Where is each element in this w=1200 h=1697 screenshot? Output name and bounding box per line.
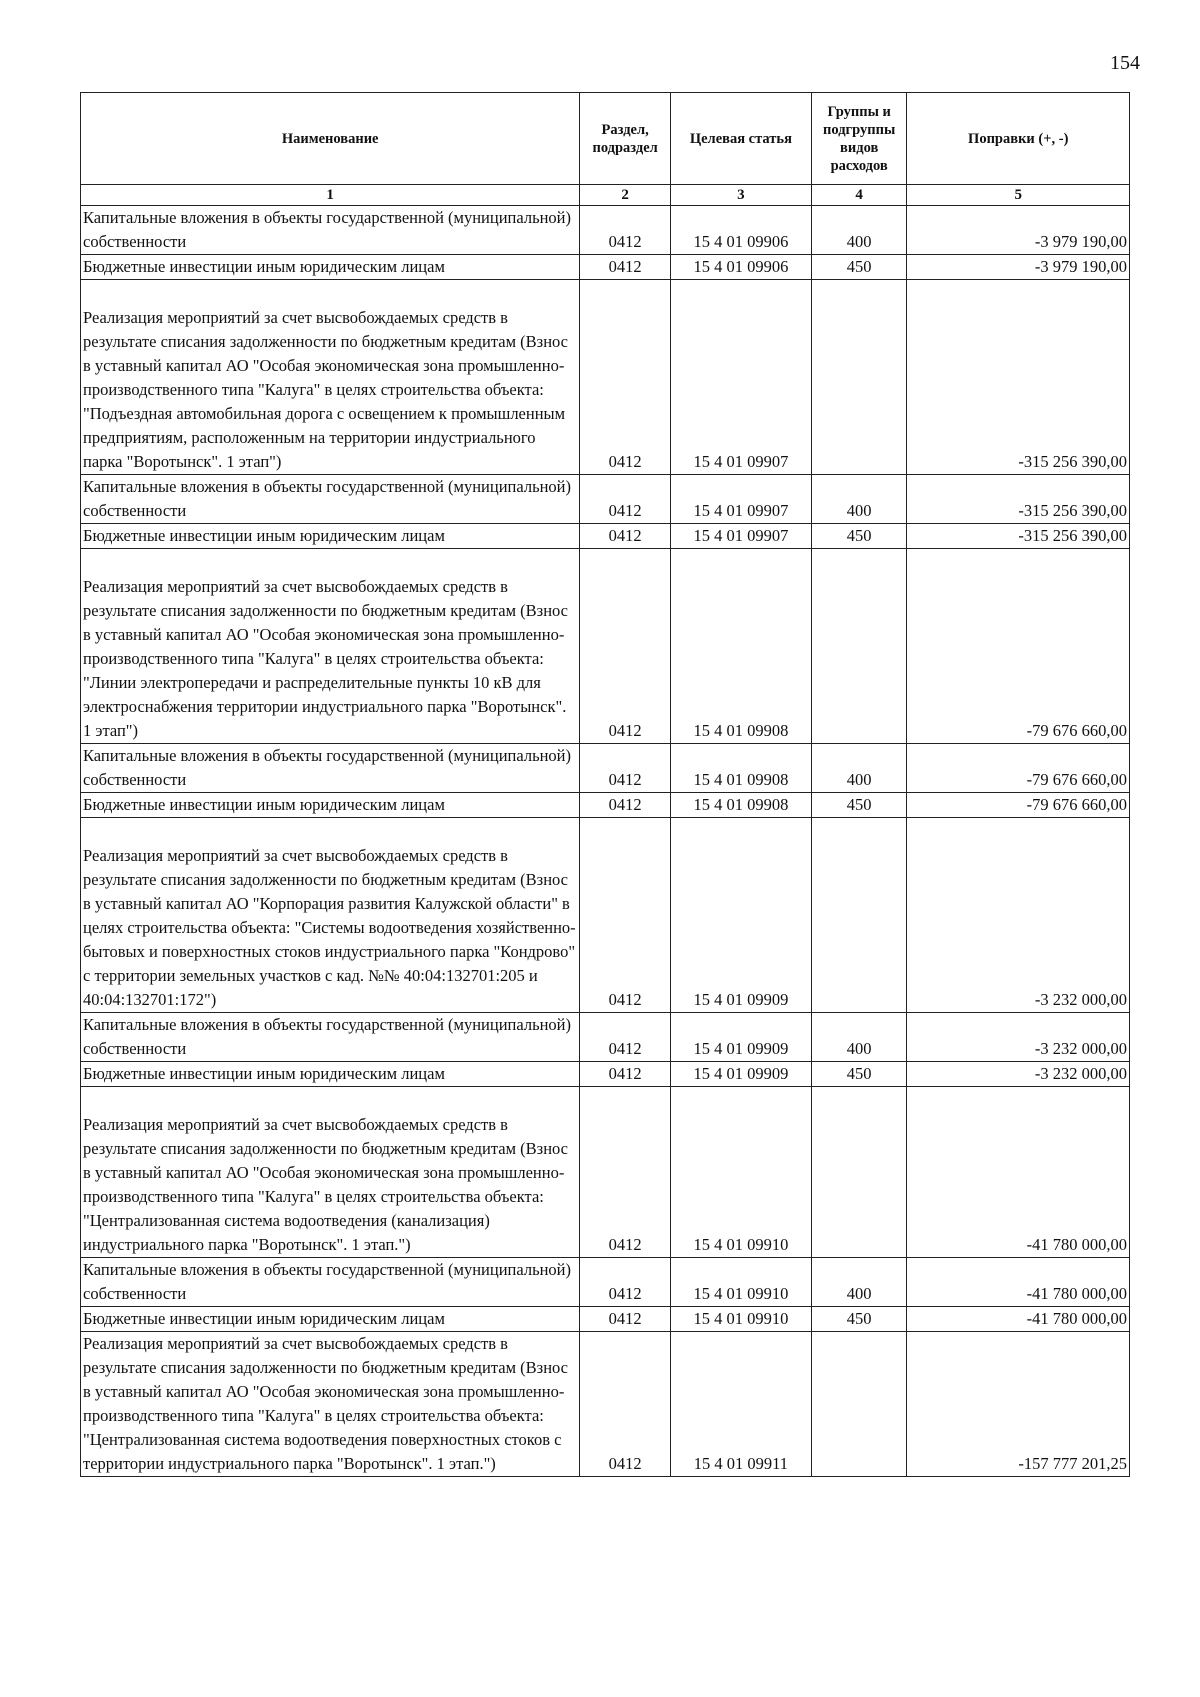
row-group bbox=[811, 1332, 907, 1477]
table-row bbox=[81, 744, 1130, 793]
row-name: Реализация мероприятий за счет высвобождаемых средств в результате списания задолженности по бюджетным кредитам (Взнос в уставный капитал АО "Особая экономическая зона промышленно-производственного типа "Калуга" в целях строительства объекта: "Централизованная система водоотведения поверхностных стоков с территории индустриального парка "Воротынск". 1 этап.") bbox=[81, 1332, 580, 1477]
row-target: 15 4 01 09906 bbox=[670, 255, 811, 280]
row-section: 0412 bbox=[580, 1307, 671, 1332]
row-section: 0412 bbox=[580, 1062, 671, 1087]
row-name: Реализация мероприятий за счет высвобождаемых средств в результате списания задолженности по бюджетным кредитам (Взнос в уставный капитал АО "Особая экономическая зона промышленно-производственного типа "Калуга" в целях строительства объекта: "Централизованная система водоотведения (канализация) индустриального парка "Воротынск". 1 этап.") bbox=[81, 1087, 580, 1258]
row-group bbox=[811, 280, 907, 475]
row-group: 400 bbox=[811, 1258, 907, 1307]
row-amount: -315 256 390,00 bbox=[907, 475, 1130, 524]
row-name: Капитальные вложения в объекты государственной (муниципальной) собственности bbox=[81, 1013, 580, 1062]
header-target: Целевая статья bbox=[670, 93, 811, 185]
table-row bbox=[81, 1013, 1130, 1062]
row-target: 15 4 01 09908 bbox=[670, 549, 811, 744]
header-row bbox=[81, 93, 1130, 185]
row-amount: -3 232 000,00 bbox=[907, 818, 1130, 1013]
table-row bbox=[81, 818, 1130, 1013]
row-amount: -41 780 000,00 bbox=[907, 1258, 1130, 1307]
row-name: Капитальные вложения в объекты государственной (муниципальной) собственности bbox=[81, 1258, 580, 1307]
row-target: 15 4 01 09910 bbox=[670, 1258, 811, 1307]
row-section: 0412 bbox=[580, 1332, 671, 1477]
row-name: Бюджетные инвестиции иным юридическим лицам bbox=[81, 255, 580, 280]
row-name: Бюджетные инвестиции иным юридическим лицам bbox=[81, 793, 580, 818]
row-section: 0412 bbox=[580, 255, 671, 280]
row-amount: -315 256 390,00 bbox=[907, 524, 1130, 549]
row-name: Капитальные вложения в объекты государственной (муниципальной) собственности bbox=[81, 475, 580, 524]
row-group: 450 bbox=[811, 524, 907, 549]
table-row bbox=[81, 1332, 1130, 1477]
row-section: 0412 bbox=[580, 549, 671, 744]
column-number: 2 bbox=[580, 185, 671, 206]
row-group bbox=[811, 1087, 907, 1258]
row-section: 0412 bbox=[580, 475, 671, 524]
row-section: 0412 bbox=[580, 1013, 671, 1062]
row-target: 15 4 01 09911 bbox=[670, 1332, 811, 1477]
row-amount: -79 676 660,00 bbox=[907, 744, 1130, 793]
table-row bbox=[81, 280, 1130, 475]
row-target: 15 4 01 09907 bbox=[670, 475, 811, 524]
row-target: 15 4 01 09907 bbox=[670, 280, 811, 475]
row-section: 0412 bbox=[580, 744, 671, 793]
budget-table bbox=[80, 92, 1130, 1477]
table-row bbox=[81, 255, 1130, 280]
row-target: 15 4 01 09906 bbox=[670, 206, 811, 255]
row-target: 15 4 01 09908 bbox=[670, 793, 811, 818]
row-group: 450 bbox=[811, 1307, 907, 1332]
row-section: 0412 bbox=[580, 524, 671, 549]
row-target: 15 4 01 09907 bbox=[670, 524, 811, 549]
row-group bbox=[811, 818, 907, 1013]
row-section: 0412 bbox=[580, 1087, 671, 1258]
row-name: Реализация мероприятий за счет высвобождаемых средств в результате списания задолженности по бюджетным кредитам (Взнос в уставный капитал АО "Особая экономическая зона промышленно-производственного типа "Калуга" в целях строительства объекта: "Линии электропередачи и распределительные пункты 10 кВ для электроснабжения территории индустриального парка "Воротынск". 1 этап") bbox=[81, 549, 580, 744]
column-number: 1 bbox=[81, 185, 580, 206]
table-row bbox=[81, 793, 1130, 818]
row-amount: -157 777 201,25 bbox=[907, 1332, 1130, 1477]
column-number: 3 bbox=[670, 185, 811, 206]
row-group: 400 bbox=[811, 1013, 907, 1062]
row-name: Реализация мероприятий за счет высвобождаемых средств в результате списания задолженности по бюджетным кредитам (Взнос в уставный капитал АО "Корпорация развития Калужской области" в целях строительства объекта: "Системы водоотведения хозяйственно-бытовых и поверхностных стоков индустриального парка "Кондрово" с территории земельных участков с кад. №№ 40:04:132701:205 и 40:04:132701:172") bbox=[81, 818, 580, 1013]
header-group: Группы и подгруппы видов расходов bbox=[811, 93, 907, 185]
row-amount: -79 676 660,00 bbox=[907, 549, 1130, 744]
row-name: Капитальные вложения в объекты государственной (муниципальной) собственности bbox=[81, 206, 580, 255]
row-amount: -3 979 190,00 bbox=[907, 255, 1130, 280]
row-name: Бюджетные инвестиции иным юридическим лицам bbox=[81, 524, 580, 549]
column-number: 5 bbox=[907, 185, 1130, 206]
row-amount: -315 256 390,00 bbox=[907, 280, 1130, 475]
row-group: 450 bbox=[811, 255, 907, 280]
row-group: 400 bbox=[811, 206, 907, 255]
row-target: 15 4 01 09910 bbox=[670, 1087, 811, 1258]
page-number: 154 bbox=[1110, 52, 1140, 74]
row-name: Капитальные вложения в объекты государственной (муниципальной) собственности bbox=[81, 744, 580, 793]
column-number-row bbox=[81, 185, 1130, 206]
row-section: 0412 bbox=[580, 280, 671, 475]
row-amount: -41 780 000,00 bbox=[907, 1307, 1130, 1332]
row-name: Бюджетные инвестиции иным юридическим лицам bbox=[81, 1062, 580, 1087]
table-row bbox=[81, 1307, 1130, 1332]
row-target: 15 4 01 09909 bbox=[670, 1013, 811, 1062]
column-number: 4 bbox=[811, 185, 907, 206]
row-group: 450 bbox=[811, 793, 907, 818]
row-section: 0412 bbox=[580, 1258, 671, 1307]
row-section: 0412 bbox=[580, 206, 671, 255]
header-name: Наименование bbox=[81, 93, 580, 185]
row-target: 15 4 01 09910 bbox=[670, 1307, 811, 1332]
row-amount: -41 780 000,00 bbox=[907, 1087, 1130, 1258]
row-group: 400 bbox=[811, 744, 907, 793]
row-amount: -3 232 000,00 bbox=[907, 1013, 1130, 1062]
row-target: 15 4 01 09908 bbox=[670, 744, 811, 793]
row-amount: -79 676 660,00 bbox=[907, 793, 1130, 818]
header-section: Раздел, подраздел bbox=[580, 93, 671, 185]
header-amount: Поправки (+, -) bbox=[907, 93, 1130, 185]
table-row bbox=[81, 1087, 1130, 1258]
row-amount: -3 232 000,00 bbox=[907, 1062, 1130, 1087]
table-row bbox=[81, 206, 1130, 255]
table-row bbox=[81, 1062, 1130, 1087]
row-amount: -3 979 190,00 bbox=[907, 206, 1130, 255]
table-row bbox=[81, 1258, 1130, 1307]
row-group: 450 bbox=[811, 1062, 907, 1087]
row-target: 15 4 01 09909 bbox=[670, 818, 811, 1013]
row-group bbox=[811, 549, 907, 744]
row-section: 0412 bbox=[580, 818, 671, 1013]
row-name: Бюджетные инвестиции иным юридическим лицам bbox=[81, 1307, 580, 1332]
table-row bbox=[81, 549, 1130, 744]
row-target: 15 4 01 09909 bbox=[670, 1062, 811, 1087]
table-row bbox=[81, 524, 1130, 549]
row-name: Реализация мероприятий за счет высвобождаемых средств в результате списания задолженности по бюджетным кредитам (Взнос в уставный капитал АО "Особая экономическая зона промышленно-производственного типа "Калуга" в целях строительства объекта: "Подъездная автомобильная дорога с освещением к промышленным предприятиям, расположенным на территории индустриального парка "Воротынск". 1 этап") bbox=[81, 280, 580, 475]
table-row bbox=[81, 475, 1130, 524]
row-section: 0412 bbox=[580, 793, 671, 818]
row-group: 400 bbox=[811, 475, 907, 524]
